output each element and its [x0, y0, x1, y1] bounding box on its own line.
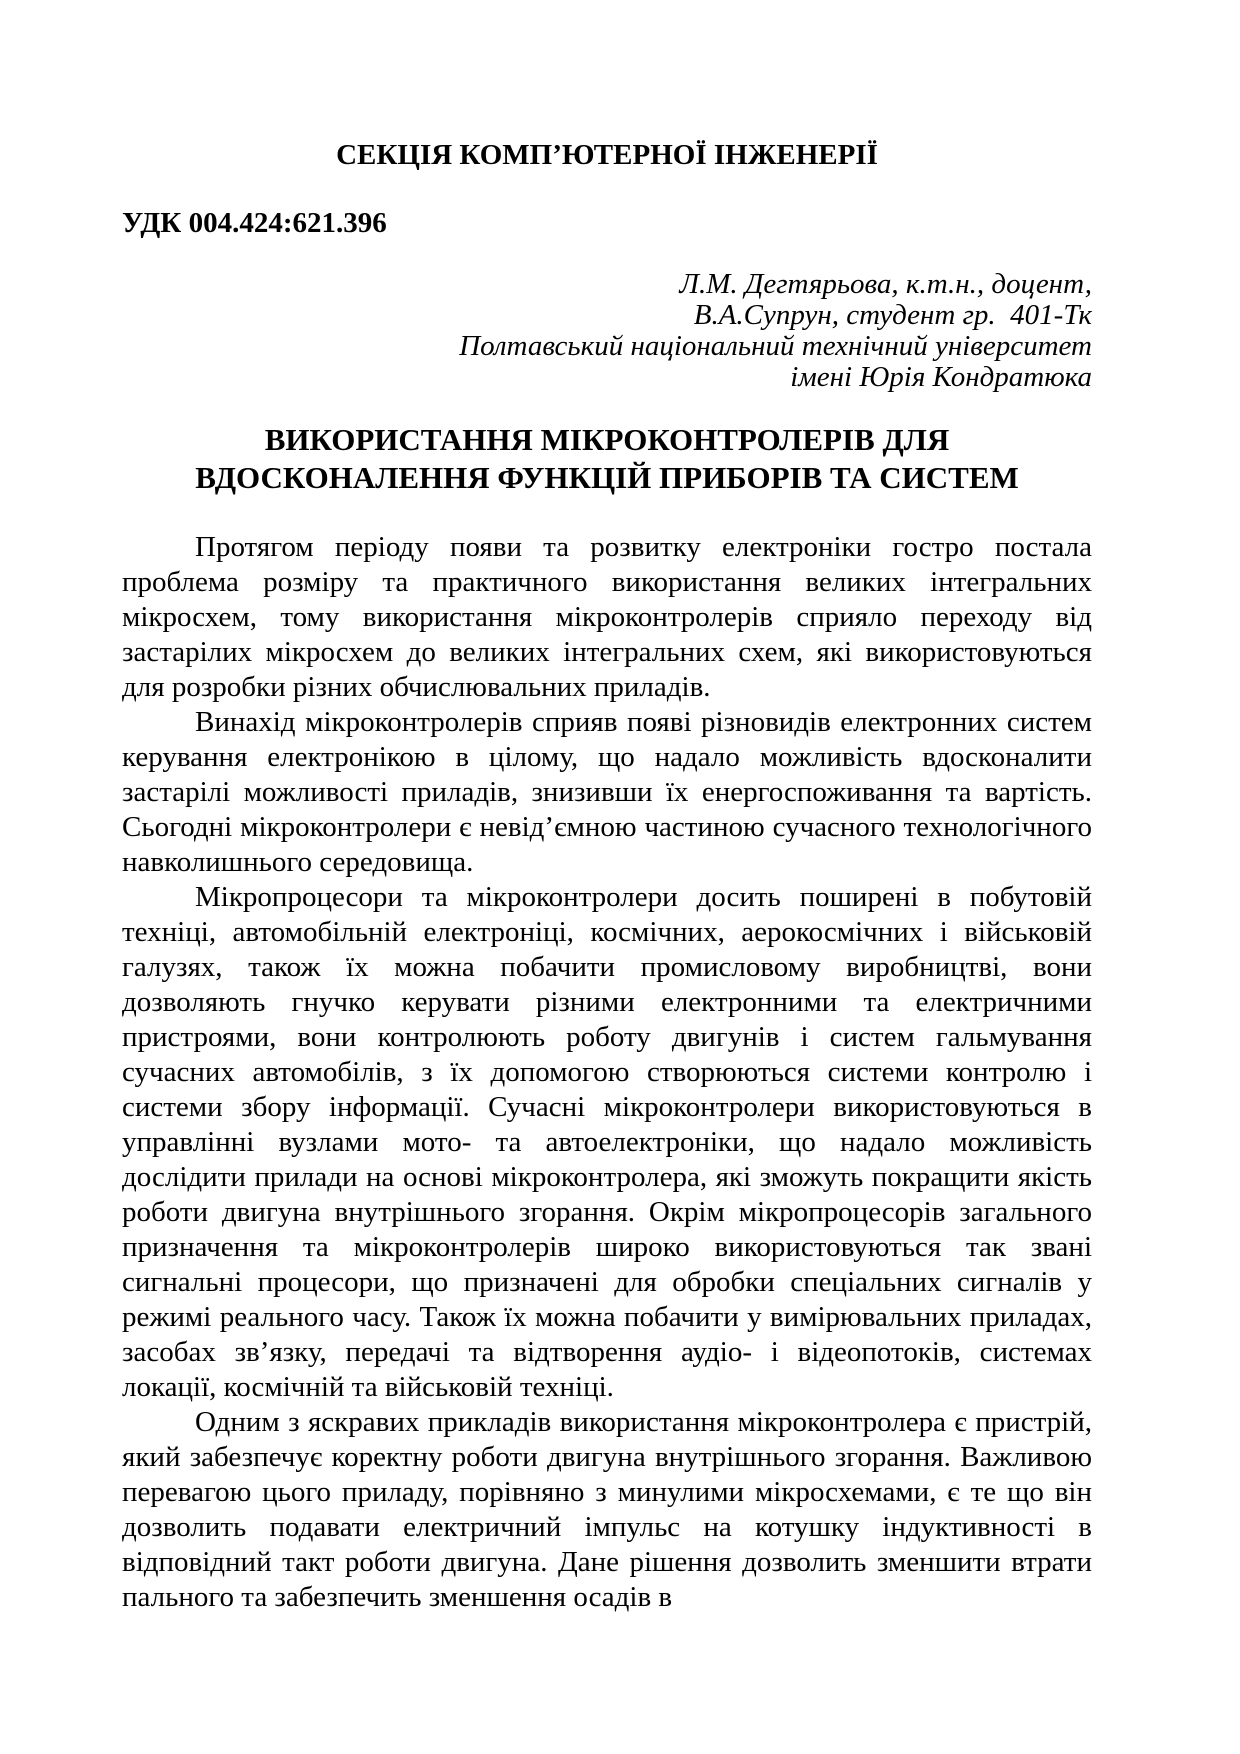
- body-paragraph-4: Одним з яскравих прикладів використання мікроконтролера є пристрій, який забезпечує коректну роботи двигуна внутрішнього згорання. Важливою перевагою цього приладу, порівняно з минулими мікросхемами, є те що він дозволить подавати електричний імпульс на котушку індуктивності в відповідний такт роботи двигуна. Дане рішення дозволить зменшити втрати пального та забезпечить зменшення осадів в: [122, 1406, 1092, 1613]
- paper-title: [122, 421, 1092, 497]
- paper-title-line-2: ВДОСКОНАЛЕННЯ ФУНКЦІЙ ПРИБОРІВ ТА СИСТЕМ: [195, 460, 1019, 495]
- body-paragraph-1: Протягом періоду появи та розвитку електроніки гостро постала проблема розміру та практичного використання великих інтегральних мікросхем, тому використання мікроконтролерів сприяло переходу від застарілих мікросхем до великих інтегральних схем, які використовуються для розробки різних обчислювальних приладів.: [122, 531, 1092, 703]
- body-paragraph-2: Винахід мікроконтролерів сприяв появі різновидів електронних систем керування електронікою в цілому, що надало можливість вдосконалити застарілі можливості приладів, знизивши їх енергоспоживання та вартість. Сьогодні мікроконтролери є невід’ємною частиною сучасного технологічного навколишнього середовища.: [122, 706, 1092, 878]
- section-header: СЕКЦІЯ КОМП’ЮТЕРНОЇ ІНЖЕНЕРІЇ: [336, 139, 878, 171]
- affiliation-line-university: Полтавський національний технічний університет: [459, 330, 1092, 362]
- body-paragraph-3: Мікропроцесори та мікроконтролери досить поширені в побутовій техніці, автомобільній електроніці, космічних, аерокосмічних і військовій галузях, також їх можна побачити промисловому виробництві, вони дозволяють гнучко керувати різними електронними та електричними пристроями, вони контролюють роботу двигунів і систем гальмування сучасних автомобілів, з їх допомогою створюються системи контролю і системи збору інформації. Сучасні мікроконтролери використовуються в управлінні вузлами мото- та автоелектроніки, що надало можливість дослідити прилади на основі мікроконтролера, які зможуть покращити якість роботи двигуна внутрішнього згорання. Окрім мікропроцесорів загального призначення та мікроконтролерів широко використовуються так звані сигнальні процесори, що призначені для обробки спеціальних сигналів у режимі реального часу. Також їх можна побачити у вимірювальних приладах, засобах зв’язку, передачі та відтворення аудіо- і відеопотоків, системах локації, космічній та військовій техніці.: [122, 881, 1092, 1403]
- paper-body: [122, 530, 1092, 1615]
- paper-title-line-1: ВИКОРИСТАННЯ МІКРОКОНТРОЛЕРІВ ДЛЯ: [264, 422, 950, 457]
- affiliation-line-name: імені Юрія Кондратюка: [790, 361, 1092, 393]
- author-block: [122, 269, 1092, 393]
- author-line-student: В.А.Супрун, студент гр. 401-Тк: [693, 299, 1092, 331]
- udc-code: УДК 004.424:621.396: [122, 207, 387, 239]
- author-line-degree: Л.М. Дегтярьова, к.т.н., доцент,: [679, 268, 1092, 300]
